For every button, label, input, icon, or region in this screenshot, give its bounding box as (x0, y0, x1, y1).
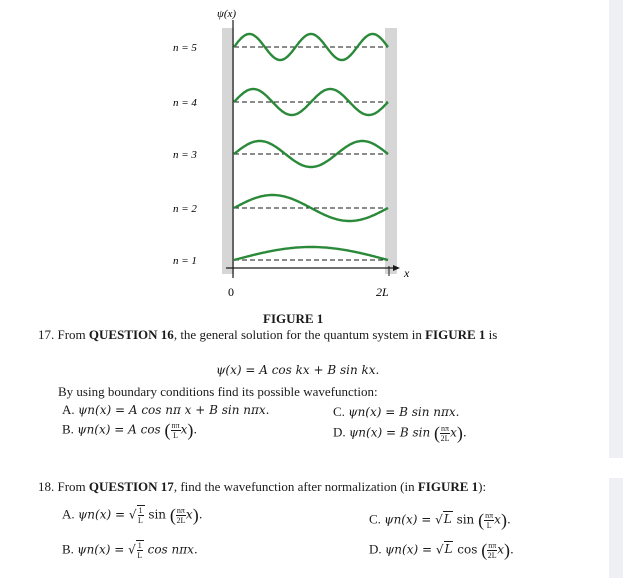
fraction: $\frac{n\pi}{L}$ (485, 511, 494, 530)
q18-option-c[interactable]: C. ψn(x) = √L sin ( $\frac{n\pi}{L}$ x). (369, 510, 511, 530)
x-axis-label: x (404, 266, 410, 280)
level-label: n = 5 (173, 42, 197, 54)
q18-option-d[interactable]: D. ψn(x) = √L cos ( $\frac{n\pi}{2L}$ x). (369, 540, 514, 560)
fraction: $\frac{n\pi}{2L}$ (487, 541, 497, 560)
q17-option-d[interactable]: D. ψn(x) = B sin ( $\frac{n\pi}{2L}$ x). (333, 423, 467, 443)
origin-label: 0 (228, 285, 234, 299)
q17-general-solution: ψ(x) = A cos kx + B sin kx. (216, 363, 380, 377)
right-wall (385, 28, 397, 274)
q17-option-b[interactable]: B. ψn(x) = A cos ( $\frac{n\pi}{L}$ x). (62, 420, 198, 440)
q17-prompt: By using boundary conditions find its possible wavefunction: (58, 384, 378, 399)
level-label: n = 4 (173, 97, 197, 109)
right-wall-label: 2L (376, 285, 389, 299)
q18-option-b[interactable]: B. ψn(x) = √ $\frac{1}{L}$ cos nπx. (62, 541, 198, 560)
q17-option-a[interactable]: A. ψn(x) = A cos nπ x + B sin nπx. (62, 402, 270, 417)
fraction: $\frac{n\pi}{L}$ (171, 421, 180, 440)
fraction: $\frac{n\pi}{2L}$ (176, 506, 186, 525)
figure-caption: FIGURE 1 (263, 311, 324, 326)
level-label: n = 3 (173, 149, 197, 161)
q18-stem: 18. From QUESTION 17, find the wavefunction after normalization (in FIGURE 1): (38, 479, 487, 494)
q17-option-c[interactable]: C. ψn(x) = B sin nπx. (333, 404, 460, 419)
left-wall (222, 28, 234, 274)
fraction: $\frac{1}{L}$ (137, 541, 143, 560)
psi-axis-label: ψ(x) (217, 8, 237, 20)
energy-levels (173, 34, 388, 267)
fraction: $\frac{1}{L}$ (138, 506, 143, 525)
level-label: n = 2 (173, 203, 197, 215)
fraction: $\frac{n\pi}{2L}$ (440, 424, 450, 443)
q18-option-a[interactable]: A. ψn(x) = √ $\frac{1}{L}$ sin ( $\frac{n\pi}{2L}$ x). (62, 505, 203, 525)
page-edge-strip (609, 478, 623, 578)
wavefunction-n1 (234, 247, 388, 260)
level-label: n = 1 (173, 255, 197, 267)
q17-stem: 17. From QUESTION 16, the general solution for the quantum system in FIGURE 1 is (38, 327, 498, 342)
